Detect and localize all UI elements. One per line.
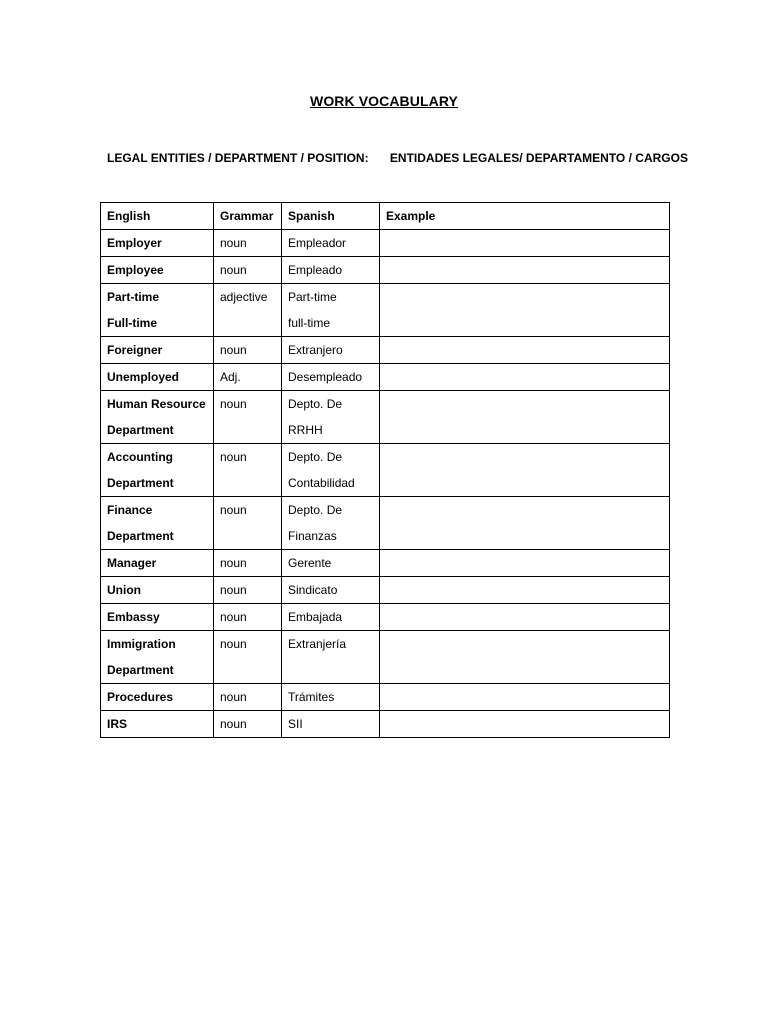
cell-grammar [214, 257, 282, 284]
cell-spanish [282, 711, 380, 738]
table-row [101, 257, 670, 284]
cell-example[interactable] [380, 257, 670, 284]
header-english: English [101, 203, 214, 230]
cell-english-text: Union [107, 583, 141, 597]
cell-english [101, 684, 214, 711]
cell-english-text: Employer [107, 236, 162, 250]
cell-english-text: Unemployed [107, 370, 180, 384]
cell-english [101, 550, 214, 577]
cell-english-text: Finance [107, 503, 153, 517]
cell-english [101, 497, 214, 550]
cell-spanish-text: RRHH [288, 423, 323, 437]
cell-spanish-text: Depto. De [288, 397, 343, 411]
cell-english-text: Department [107, 529, 174, 543]
cell-example[interactable] [380, 577, 670, 604]
header-grammar: Grammar [214, 203, 282, 230]
cell-english [101, 577, 214, 604]
cell-english-text: Manager [107, 556, 157, 570]
cell-spanish [282, 444, 380, 497]
cell-spanish-text: Depto. De [288, 503, 343, 517]
cell-spanish-text: Desempleado [288, 370, 363, 384]
cell-example[interactable] [380, 550, 670, 577]
table-row [101, 550, 670, 577]
cell-spanish [282, 604, 380, 631]
cell-grammar-text: noun [220, 690, 247, 704]
cell-grammar [214, 230, 282, 257]
cell-spanish [282, 337, 380, 364]
cell-grammar-text: noun [220, 583, 247, 597]
cell-grammar-text: noun [220, 263, 247, 277]
cell-spanish-text: Empleado [288, 263, 343, 277]
cell-english-text: Embassy [107, 610, 160, 624]
cell-spanish [282, 497, 380, 550]
cell-spanish-text: Contabilidad [288, 476, 355, 490]
cell-grammar [214, 444, 282, 497]
cell-example[interactable] [380, 497, 670, 550]
cell-example[interactable] [380, 444, 670, 497]
cell-grammar [214, 497, 282, 550]
cell-grammar [214, 684, 282, 711]
cell-english-text: Employee [107, 263, 164, 277]
cell-spanish-text: full-time [288, 316, 331, 330]
cell-grammar [214, 604, 282, 631]
cell-spanish-text: Sindicato [288, 583, 338, 597]
vocabulary-table [100, 202, 670, 738]
section-heading [107, 151, 688, 165]
cell-grammar-text: Adj. [220, 370, 241, 384]
cell-example[interactable] [380, 364, 670, 391]
cell-spanish-text: Finanzas [288, 529, 337, 543]
cell-grammar [214, 337, 282, 364]
table-row [101, 230, 670, 257]
cell-english [101, 364, 214, 391]
cell-grammar-text: noun [220, 717, 247, 731]
cell-english-text: Department [107, 663, 174, 677]
cell-spanish [282, 684, 380, 711]
cell-grammar [214, 577, 282, 604]
cell-spanish-text: Embajada [288, 610, 343, 624]
cell-english [101, 337, 214, 364]
cell-grammar-text: noun [220, 556, 247, 570]
cell-spanish [282, 257, 380, 284]
cell-english-text: Part-time [107, 290, 160, 304]
cell-grammar [214, 550, 282, 577]
cell-spanish [282, 391, 380, 444]
cell-english-text: Procedures [107, 690, 174, 704]
cell-spanish-text: Gerente [288, 556, 332, 570]
cell-spanish [282, 577, 380, 604]
cell-english [101, 284, 214, 337]
cell-grammar-text: noun [220, 450, 247, 464]
header-example: Example [380, 203, 670, 230]
cell-english-text: Foreigner [107, 343, 163, 357]
cell-spanish [282, 550, 380, 577]
cell-grammar-text: noun [220, 343, 247, 357]
section-heading-spanish: ENTIDADES LEGALES/ DEPARTAMENTO / CARGOS [389, 151, 688, 165]
cell-english-text: Full-time [107, 316, 157, 330]
cell-example[interactable] [380, 284, 670, 337]
cell-grammar-text: adjective [220, 290, 268, 304]
cell-grammar-text: noun [220, 397, 247, 411]
cell-english [101, 391, 214, 444]
cell-english-text: Accounting [107, 450, 173, 464]
table-row [101, 711, 670, 738]
table-row [101, 577, 670, 604]
cell-example[interactable] [380, 684, 670, 711]
cell-grammar [214, 284, 282, 337]
cell-example[interactable] [380, 604, 670, 631]
cell-example[interactable] [380, 337, 670, 364]
cell-english [101, 444, 214, 497]
table-row [101, 391, 670, 444]
cell-english-text: Department [107, 423, 174, 437]
table-body [101, 230, 670, 738]
cell-grammar [214, 631, 282, 684]
cell-spanish-text: Trámites [288, 690, 335, 704]
cell-english [101, 230, 214, 257]
cell-spanish-text: Extranjero [288, 343, 343, 357]
cell-spanish [282, 631, 380, 684]
cell-example[interactable] [380, 230, 670, 257]
cell-grammar [214, 391, 282, 444]
cell-spanish-text: Part-time [288, 290, 337, 304]
cell-english-text: IRS [107, 717, 128, 731]
cell-spanish-text: Extranjería [288, 637, 347, 651]
cell-grammar [214, 364, 282, 391]
cell-english-text: Department [107, 476, 174, 490]
table-row [101, 337, 670, 364]
cell-english-text: Immigration [107, 637, 176, 651]
cell-spanish-text: SII [288, 717, 303, 731]
cell-grammar-text: noun [220, 503, 247, 517]
table-row [101, 604, 670, 631]
cell-grammar-text: noun [220, 610, 247, 624]
table-row [101, 284, 670, 337]
cell-spanish-text: Depto. De [288, 450, 343, 464]
cell-english [101, 257, 214, 284]
section-heading-english: LEGAL ENTITIES / DEPARTMENT / POSITION: [107, 151, 369, 165]
cell-english [101, 711, 214, 738]
table-row [101, 631, 670, 684]
cell-english-text: Human Resource [107, 397, 206, 411]
cell-spanish [282, 284, 380, 337]
cell-grammar-text: noun [220, 637, 247, 651]
cell-example[interactable] [380, 711, 670, 738]
header-spanish: Spanish [282, 203, 380, 230]
table-row [101, 497, 670, 550]
cell-example[interactable] [380, 631, 670, 684]
cell-grammar [214, 711, 282, 738]
cell-spanish-text: Empleador [288, 236, 347, 250]
table-header-row [101, 203, 670, 230]
table-row [101, 364, 670, 391]
table-row [101, 444, 670, 497]
cell-spanish [282, 364, 380, 391]
cell-english [101, 604, 214, 631]
table-row [101, 684, 670, 711]
cell-spanish [282, 230, 380, 257]
cell-grammar-text: noun [220, 236, 247, 250]
cell-english [101, 631, 214, 684]
cell-example[interactable] [380, 391, 670, 444]
page-title: WORK VOCABULARY [310, 93, 458, 109]
